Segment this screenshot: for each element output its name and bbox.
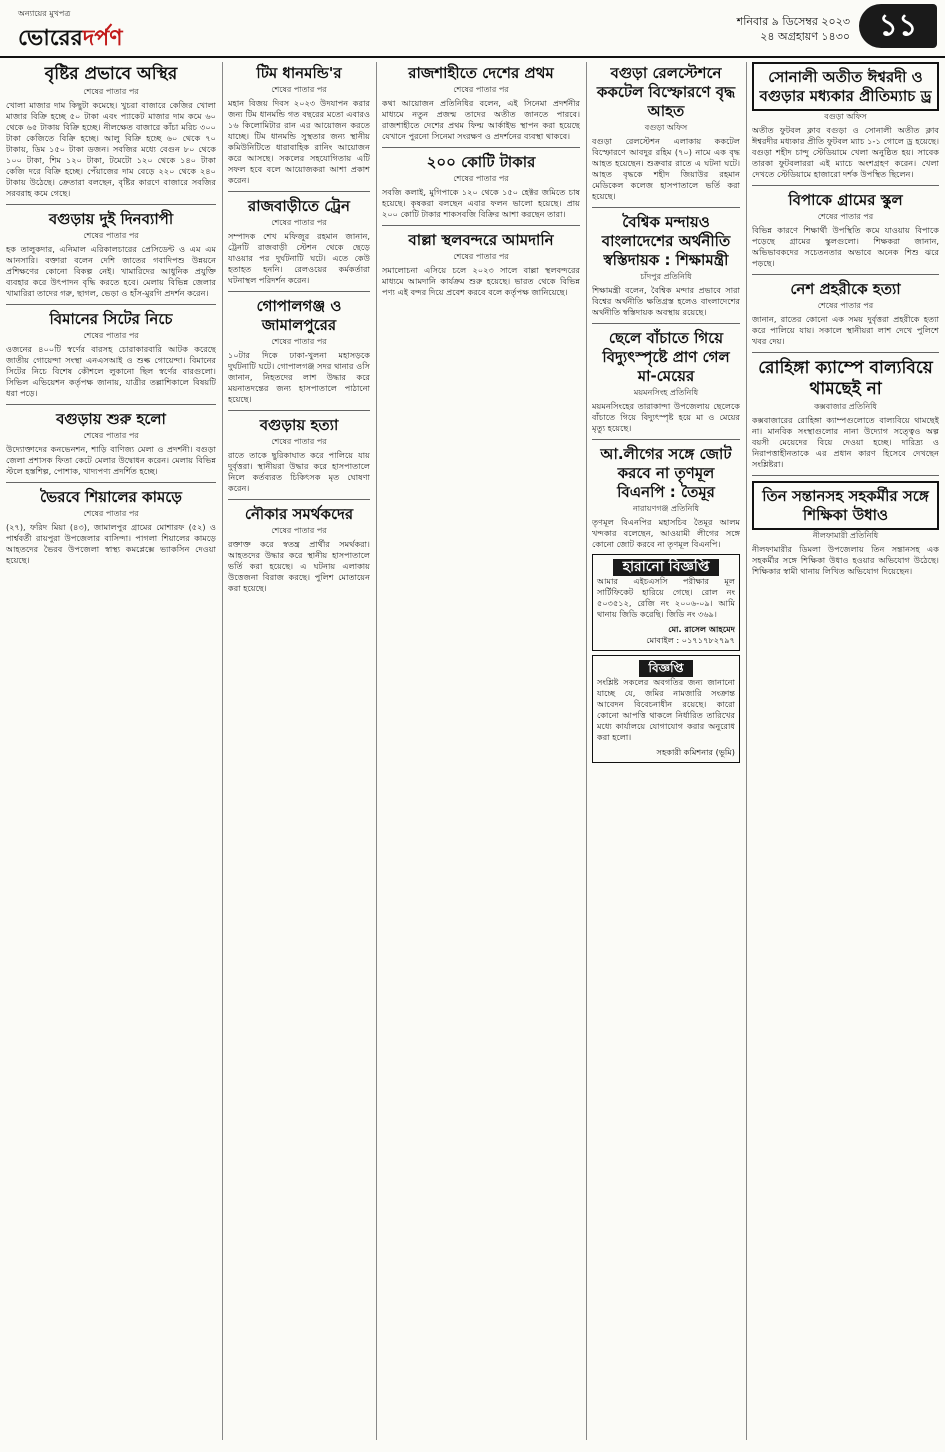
divider: [6, 404, 216, 405]
article-body: সবজি কলাই, মুগিপাকে ১২০ থেকে ১৫০ হেক্টর জমিতে চাষ হয়েছে। কৃষকরা বলছেন এবার ফলন ভালো হয়েছে। প্রায় ২০০ কোটি টাকার শাকসবজি বিক্রির আশা করছেন তারা।: [382, 187, 580, 219]
column-4: [592, 62, 740, 1446]
public-notice-ad: [592, 655, 740, 763]
headline: বিপাকে গ্রামের স্কুল: [788, 191, 903, 209]
lost-notice-title: হারানো বিজ্ঞপ্তি: [613, 559, 720, 576]
notice-title: বিজ্ঞপ্তি: [639, 660, 694, 677]
column-3: [382, 62, 580, 1446]
article-body: মহান বিজয় দিবস ২০২৩ উদযাপন করার জন্য টিম ধানমন্ডি গত বছরের মতো এবারও ১৬ কিলোমিটার রান এর আয়োজন করতে যাচ্ছে। টিম ধানমন্ডি সুস্থতার জন্য স্থানীয় কমিউনিটিতে ধারাবাহিক রানিং আয়োজন করে আসছে। সকলের সহযোগিতায় এটি সফল হবে বলে আয়োজকরা আশা প্রকাশ করেন।: [228, 98, 370, 185]
article-body: ওজনের ৪০০টি স্বর্ণের বারসহ চোরাকারবারি আটক করেছে জাতীয় গোয়েন্দা সংস্থা এনএসআই ও শুল্ক গোয়েন্দা। বিমানের সিটের নিচে বিশেষ কৌশলে লুকানো ছিল স্বর্ণের বারগুলো। সিভিল এভিয়েশন কর্তৃপক্ষ জানায়, যাত্রীর তল্লাশিকালে বিষয়টি ধরা পড়ে।: [6, 344, 216, 398]
divider: [228, 291, 370, 292]
column-divider: [586, 62, 587, 1440]
divider: [228, 191, 370, 192]
date-english: শনিবার ৯ ডিসেম্বর ২০২৩: [736, 15, 850, 28]
headline: টিম ধানমন্ডি'র: [256, 64, 342, 82]
headline: বগুড়ায় শুরু হলো: [56, 410, 166, 428]
headline: বগুড়ায় দুই দিনব্যাপী: [48, 210, 174, 228]
lost-notice-name: মো. রাসেল আহমেদ: [668, 624, 735, 634]
divider: [752, 274, 939, 275]
divider: [752, 185, 939, 186]
article-body: হক তালুকদার, এনিমাল এরিকালচারের প্রেসিডেন্ট ও এম এম আনসারি। বক্তারা বলেন দেশি জাতের গবাদিপশু উন্নয়নে প্রশিক্ষণের কোনো বিকল্প নেই। খামারিদের আধুনিক প্রযুক্তি ব্যবহার করে উৎপাদন বৃদ্ধি করতে হবে। মেলায় বিভিন্ন জেলার খামারিরা তাদের গরু, ছাগল, ভেড়া ও হাঁস-মুরগি প্রদর্শন করেন।: [6, 244, 216, 298]
continuation-note: শেষের পাতার পর: [83, 331, 139, 340]
date-bangla: ২৪ অগ্রহায়ণ ১৪৩০: [760, 30, 850, 43]
lost-notice-ad: [592, 554, 740, 651]
headline: বৃষ্টির প্রভাবে অস্থির: [44, 64, 178, 84]
article-body: রাতে তাকে ছুরিকাঘাত করে পালিয়ে যায় দুর্বৃত্তরা। স্থানীয়রা উদ্ধার করে হাসপাতালে নিলে কর্তব্যরত চিকিৎসক মৃত ঘোষণা করেন।: [228, 450, 370, 493]
headline: বৈশ্বিক মন্দায়ও বাংলাদেশের অর্থনীতি স্বস্তিদায়ক : শিক্ষামন্ত্রী: [601, 213, 731, 269]
newspaper-logo: [18, 8, 123, 58]
article-body: তৃণমূল বিএনপির মহাসচিব তৈমূর আলম খন্দকার বলেছেন, আওয়ামী লীগের সঙ্গে কোনো জোট করবে না তৃণমূল বিএনপি।: [592, 517, 740, 549]
byline: বগুড়া অফিস: [644, 123, 688, 132]
article-body: ১০টার দিকে ঢাকা-খুলনা মহাসড়কে দুর্ঘটনাটি ঘটে। গোপালগঞ্জ সদর থানার ওসি জানান, নিহতদের লাশ উদ্ধার করে ময়নাতদন্তের জন্য হাসপাতালে পাঠানো হয়েছে।: [228, 350, 370, 404]
article-body: জানান, রাতের কোনো এক সময় দুর্বৃত্তরা প্রহরীকে হত্যা করে পালিয়ে যায়। সকালে স্থানীয়রা লাশ দেখে পুলিশে খবর দেয়।: [752, 314, 939, 346]
byline: নারায়ণগঞ্জ প্রতিনিধি: [632, 504, 700, 513]
byline: বগুড়া অফিস: [824, 112, 867, 121]
continuation-note: শেষের পাতার পর: [271, 337, 327, 346]
column-2: [228, 62, 370, 1446]
headline: বিমানের সিটের নিচে: [49, 310, 173, 328]
headline: নেশ প্রহরীকে হত্যা: [790, 280, 901, 298]
column-5: [752, 62, 939, 1446]
article-body: কক্সবাজারের রোহিঙ্গা ক্যাম্পগুলোতে বাল্যবিয়ে থামছেই না। মানবিক সংস্থাগুলোর নানা উদ্যোগ সত্ত্বেও অল্প বয়সী মেয়েদের বিয়ে দেওয়া হচ্ছে। দারিদ্র্য ও নিরাপত্তাহীনতাকে এর প্রধান কারণ হিসেবে দেখছেন সংশ্লিষ্টরা।: [752, 415, 939, 469]
continuation-note: শেষের পাতার পর: [83, 231, 139, 240]
article-body: খোলা মাজার দাম কিছুটা কমেছে। খুচরা বাজারে কেজির খোলা মাজার বিক্রি হচ্ছে ৫০ টাকা এবং প্যাকেট মাজার দাম কমে ৬০ থেকে ৬৫ টাকায় বিক্রি হচ্ছে। নীলক্ষেত বাজারে কাঁচা মরিচ ৩০০ টাকা কেজিতে বিক্রি হচ্ছে। আলু বিক্রি হচ্ছে ৬০ থেকে ৭০ টাকায়, ডিম ১৫০ টাকা ডজন। সবজির মধ্যে বেগুন ৮০ থেকে ১০০ টাকা, শিম ১২০ টাকা, টমেটো ১২০ থেকে ১৪০ টাকা কেজি দরে বিক্রি হচ্ছে। পেঁয়াজের দাম বেড়ে ২২০ থেকে ২৪০ টাকায় উঠেছে। ক্রেতারা বলছেন, বৃষ্টির কারণে বাজারে সবজির সরবরাহ কমে গেছে।: [6, 100, 216, 198]
continuation-note: শেষের পাতার পর: [817, 212, 874, 221]
lost-notice-phone: মোবাইল : ০১৭১৭৮২৭৯৭: [646, 635, 735, 645]
notice-body: সংশ্লিষ্ট সকলের অবগতির জন্য জানানো যাচ্ছে যে, জমির নামজারি সংক্রান্ত আবেদন বিবেচনাধীন রয়েছে। কারো কোনো আপত্তি থাকলে নির্ধারিত তারিখের মধ্যে কার্যালয়ে যোগাযোগ করার অনুরোধ করা হলো।: [597, 677, 735, 742]
logo-name: [18, 25, 123, 51]
divider: [752, 352, 939, 353]
masthead: [0, 0, 945, 58]
continuation-note: শেষের পাতার পর: [453, 252, 509, 261]
headline: তিন সন্তানসহ সহকর্মীর সঙ্গে শিক্ষিকা উধাও: [762, 487, 929, 524]
article-body: অতীত ফুটবল ক্লাব বগুড়া ও সোনালী অতীত ক্লাব ঈশ্বরদীর মধ্যকার প্রীতি ফুটবল ম্যাচ ১-১ গোলে ড্র হয়েছে। বগুড়া শহীদ চান্দু স্টেডিয়ামে খেলা অনুষ্ঠিত হয়। সাবেক তারকা ফুটবলাররা এই ম্যাচে অংশগ্রহণ করেন। খেলা দেখতে স্টেডিয়ামে হাজারো দর্শক উপস্থিত ছিলেন।: [752, 125, 939, 179]
continuation-note: শেষের পাতার পর: [83, 87, 139, 96]
divider: [592, 439, 740, 440]
divider: [382, 147, 580, 148]
byline: নীলফামারী প্রতিনিধি: [812, 531, 879, 540]
logo-tagline: অন্যায়ের মুখপত্র: [18, 9, 71, 18]
headline: আ.লীগের সঙ্গে জোট করবে না তৃণমূল বিএনপি : তৈমূর: [600, 445, 732, 501]
dateline: [737, 14, 850, 44]
headline: বগুড়া রেলস্টেশনে ককটেল বিস্ফোরণে বৃদ্ধ আহত: [596, 64, 736, 120]
article-body: বগুড়া রেলস্টেশন এলাকায় ককটেল বিস্ফোরণে আবদুর রহিম (৭০) নামে এক বৃদ্ধ আহত হয়েছেন। শুক্রবার রাতে এ ঘটনা ঘটে। আহত বৃদ্ধকে শহীদ জিয়াউর রহমান মেডিকেল কলেজ হাসপাতালে ভর্তি করা হয়েছে।: [592, 136, 740, 201]
notice-signatory: সহকারী কমিশনার (ভূমি): [656, 747, 735, 757]
article-body: (২৭), ফরিদ মিয়া (৪৩), জামালপুর গ্রামের মোশারফ (৫২) ও পার্শ্ববর্তী রায়পুরা উপজেলার বাসিন্দা। পাগলা শিয়ালের কামড়ে আহতদের ভৈরব উপজেলা স্বাস্থ্য কমপ্লেক্সে ভ্যাকসিন দেওয়া হয়েছে।: [6, 522, 216, 565]
continuation-note: শেষের পাতার পর: [271, 218, 327, 227]
article-body: সমালোচনা এসিয়ে চলে ২০২৩ সালে বাল্লা স্থলবন্দরের মাধ্যমে আমদানি কার্যক্রম শুরু হয়েছে। ভারত থেকে বিভিন্ন পণ্য এই বন্দর দিয়ে প্রবেশ করবে বলে কর্তৃপক্ষ জানিয়েছে।: [382, 265, 580, 297]
column-divider: [746, 62, 747, 1440]
headline: বাল্লা স্থলবন্দরে আমদানি: [408, 231, 554, 249]
divider: [6, 304, 216, 305]
divider: [592, 207, 740, 208]
divider: [752, 475, 939, 476]
headline: রাজশাহীতে দেশের প্রথম: [408, 64, 554, 82]
column-divider: [222, 62, 223, 1440]
article-body: ময়মনসিংহের তারাকান্দা উপজেলায় ছেলেকে বাঁচাতে গিয়ে বিদ্যুৎস্পৃষ্ট হয়ে মা ও মেয়ের মৃত্যু হয়েছে।: [592, 401, 740, 433]
article-body: উদ্যোক্তাদের কনভেনশন, শাড়ি বাণিজ্য মেলা ও প্রদর্শনী। বগুড়া জেলা প্রশাসক ফিতা কেটে মেলার উদ্বোধন করেন। মেলায় বিভিন্ন স্টলে হস্তশিল্প, পোশাক, খাদ্যপণ্য প্রদর্শিত হচ্ছে।: [6, 444, 216, 476]
divider: [228, 410, 370, 411]
headline: ভৈরবে শিয়ালের কামড়ে: [39, 488, 183, 506]
article-body: সম্পাদক শেখ মফিজুর রহমান জানান, ট্রেনটি রাজবাড়ী স্টেশন থেকে ছেড়ে যাওয়ার পর দুর্ঘটনাটি ঘটে। এতে কেউ হতাহত হননি। রেলওয়ের কর্মকর্তারা ঘটনাস্থল পরিদর্শন করেন।: [228, 231, 370, 285]
byline: কক্সবাজার প্রতিনিধি: [814, 402, 877, 411]
logo-name-part1: ভোরের: [18, 25, 83, 51]
byline: চাঁদপুর প্রতিনিধি: [640, 272, 692, 281]
divider: [382, 225, 580, 226]
logo-name-part2: দর্পণ: [82, 25, 123, 51]
byline: ময়মনসিংহ প্রতিনিধি: [633, 388, 699, 397]
continuation-note: শেষের পাতার পর: [271, 437, 327, 446]
continuation-note: শেষের পাতার পর: [271, 526, 327, 535]
headline: নৌকার সমর্থকদের: [244, 505, 354, 523]
column-divider: [376, 62, 377, 1440]
divider: [592, 323, 740, 324]
continuation-note: শেষের পাতার পর: [271, 85, 327, 94]
feature-headline-box: [752, 62, 939, 111]
column-1: [6, 62, 216, 1446]
continuation-note: শেষের পাতার পর: [83, 431, 139, 440]
headline: বগুড়ায় হত্যা: [259, 416, 339, 434]
article-body: বিভিন্ন কারণে শিক্ষার্থী উপস্থিতি কমে যাওয়ায় বিপাকে পড়েছে গ্রামের স্কুলগুলো। শিক্ষকরা জানান, অভিভাবকদের সচেতনতার অভাবে অনেক শিশু ঝরে পড়ছে।: [752, 225, 939, 268]
continuation-note: শেষের পাতার পর: [453, 85, 509, 94]
continuation-note: শেষের পাতার পর: [453, 174, 509, 183]
headline: গোপালগঞ্জ ও জামালপুরের: [256, 297, 342, 334]
continuation-note: শেষের পাতার পর: [83, 509, 139, 518]
lost-notice-body: আমার এইচএসসি পরীক্ষার মূল সার্টিফিকেট হারিয়ে গেছে। রোল নং ৫০৩৫১২, রেজি নং ২০০৬-০৯। আমি থানায় জিডি করেছি। জিডি নং ৩৬৯।: [597, 576, 735, 619]
feature-headline-box: [752, 481, 939, 530]
article-body: কথা আয়োজন প্রতিনিধির বলেন, এই সিনেমা প্রদর্শনীর মাধ্যমে নতুন প্রজন্ম তাদের অতীত জানতে পারবে। রাজশাহীতে দেশের প্রথম ফিল্ম আর্কাইভ স্থাপন করা হয়েছে যেখানে পুরনো সিনেমা সংরক্ষণ ও প্রদর্শনের ব্যবস্থা থাকবে।: [382, 98, 580, 141]
article-body: রক্তাক্ত করে স্বতন্ত্র প্রার্থীর সমর্থকরা। আহতদের উদ্ধার করে স্থানীয় হাসপাতালে ভর্তি করা হয়েছে। এ ঘটনায় এলাকায় উত্তেজনা বিরাজ করছে। পুলিশ মোতায়েন করা হয়েছে।: [228, 539, 370, 593]
divider: [6, 204, 216, 205]
headline: ছেলে বাঁচাতে গিয়ে বিদ্যুৎস্পৃষ্টে প্রাণ গেল মা-মেয়ের: [602, 329, 730, 385]
page-number: ১১: [859, 4, 937, 48]
headline: রোহিঙ্গা ক্যাম্পে বাল্যবিয়ে থামছেই না: [758, 358, 933, 399]
headline: ২০০ কোটি টাকার: [426, 153, 536, 171]
article-body: শিক্ষামন্ত্রী বলেন, বৈশ্বিক মন্দার প্রভাবে সারা বিশ্বের অর্থনীতি ক্ষতিগ্রস্ত হলেও বাংলাদেশের অর্থনীতি স্বস্তিদায়ক অবস্থায় রয়েছে।: [592, 285, 740, 317]
divider: [6, 482, 216, 483]
headline: সোনালী অতীত ঈশ্বরদী ও বগুড়ার মধ্যকার প্রীতিম্যাচ ড্র: [759, 68, 932, 105]
article-body: নীলফামারীর ডিমলা উপজেলায় তিন সন্তানসহ এক সহকর্মীর সঙ্গে শিক্ষিকা উধাও হওয়ার অভিযোগ উঠেছে। শিক্ষিকার স্বামী থানায় লিখিত অভিযোগ দিয়েছেন।: [752, 544, 939, 576]
divider: [228, 499, 370, 500]
headline: রাজবাড়ীতে ট্রেন: [248, 197, 350, 215]
continuation-note: শেষের পাতার পর: [817, 301, 874, 310]
